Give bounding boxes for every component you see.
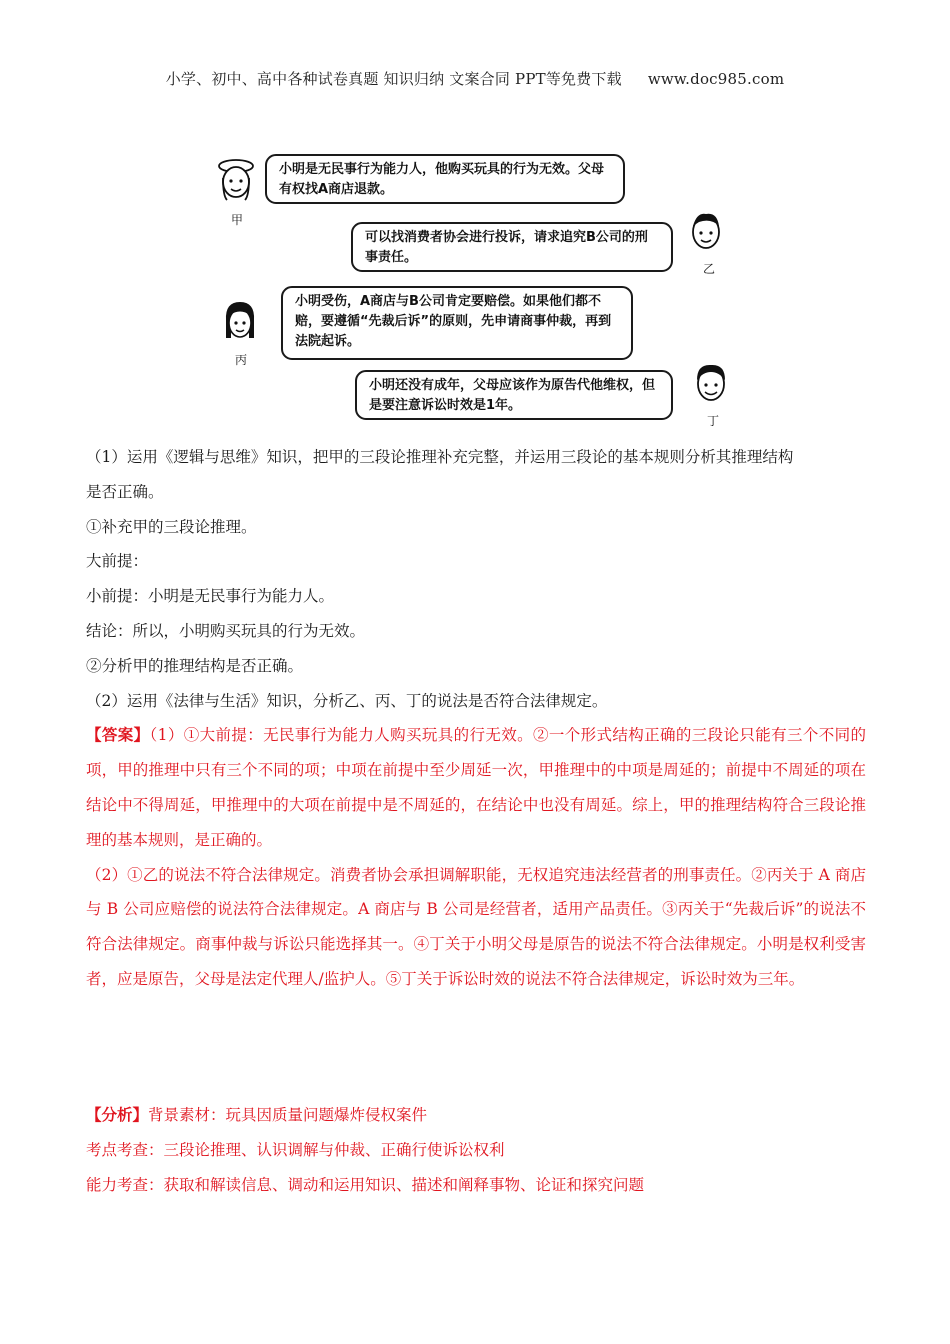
question-1-line1: （1）运用《逻辑与思维》知识，把甲的三段论推理补充完整，并运用三段论的基本规则分析其推理结构 xyxy=(86,448,794,466)
speaker-name-bing: 丙 xyxy=(235,353,248,367)
answer-part1-text: （1）①大前提：无民事行为能力人购买玩具的行无效。②一个形式结构正确的三段论只能有三个不同的项，甲的推理中只有三个不同的项；中项在前提中至少周延一次，甲推理中的中项是周延的；前提中不周延的项在结论中不得周延，甲推理中的大项在前提中是不周延的，在结论中也没有周延。综上，甲的推理结构符合三段论推理的基本规则，是正确的。 xyxy=(86,726,866,849)
question-1-sub1: ①补充甲的三段论推理。 xyxy=(86,517,257,536)
analysis-abilities: 能力考查：获取和解读信息、调动和运用知识、描述和阐释事物、论证和探究问题 xyxy=(86,1175,645,1194)
person-jia-icon xyxy=(215,156,257,202)
analysis-background-text: 背景素材：玩具因质量问题爆炸侵权案件 xyxy=(148,1106,428,1124)
analysis-exam-points: 考点考查：三段论推理、认识调解与仲裁、正确行使诉讼权利 xyxy=(86,1140,505,1159)
answer-label: 【答案】 xyxy=(86,725,150,745)
page-header xyxy=(0,68,950,89)
dialogue-figure xyxy=(205,148,740,430)
speaker-name-ding: 丁 xyxy=(707,414,720,428)
person-bing-icon xyxy=(219,298,261,344)
person-ding-icon xyxy=(691,360,731,406)
speech-bubble-jia: 小明是无民事行为能力人，他购买玩具的行为无效。父母有权找A商店退款。 xyxy=(265,154,625,204)
question-1-line2: 是否正确。 xyxy=(86,482,164,501)
header-site[interactable]: www.doc985.com xyxy=(647,70,785,88)
minor-premise: 小前提：小明是无民事行为能力人。 xyxy=(86,587,335,606)
answer-part1 xyxy=(86,718,866,857)
conclusion: 结论：所以，小明购买玩具的行为无效。 xyxy=(86,621,366,640)
question-1-sub2: ②分析甲的推理结构是否正确。 xyxy=(86,656,304,675)
speech-bubble-bing: 小明受伤，A商店与B公司肯定要赔偿。如果他们都不赔，要遵循“先裁后诉”的原则，先申请商事仲裁，再到法院起诉。 xyxy=(281,286,633,360)
speech-bubble-ding: 小明还没有成年，父母应该作为原告代他维权，但是要注意诉讼时效是1年。 xyxy=(355,370,673,420)
answer-part2: （2）①乙的说法不符合法律规定。消费者协会承担调解职能，无权追究违法经营者的刑事责任。②丙关于 A 商店与 B 公司应赔偿的说法符合法律规定。A 商店与 B 公司是经营者，适用产品责任。③丙关于“先裁后诉”的说法不符合法律规定。商事仲裁与诉讼只能选择其一。④丁关于小明父母是原告的说法不符合法律规定。小明是权利受害者，应是原告，父母是法定代理人/监护人。⑤丁关于诉讼时效的说法不符合法律规定，诉讼时效为三年。 xyxy=(86,865,866,988)
analysis-background xyxy=(86,1098,866,1133)
question-answer-section xyxy=(86,440,866,997)
major-premise: 大前提： xyxy=(86,552,149,571)
speech-bubble-yi: 可以找消费者协会进行投诉，请求追究B公司的刑事责任。 xyxy=(351,222,673,272)
analysis-label: 【分析】 xyxy=(86,1105,149,1124)
analysis-section xyxy=(86,1098,866,1202)
speaker-name-jia: 甲 xyxy=(231,213,244,227)
header-text: 小学、初中、高中各种试卷真题 知识归纳 文案合同 PPT等免费下载 xyxy=(165,70,622,88)
question-2: （2）运用《法律与生活》知识，分析乙、丙、丁的说法是否符合法律规定。 xyxy=(86,691,608,710)
speaker-name-yi: 乙 xyxy=(703,262,716,276)
person-yi-icon xyxy=(687,208,725,254)
